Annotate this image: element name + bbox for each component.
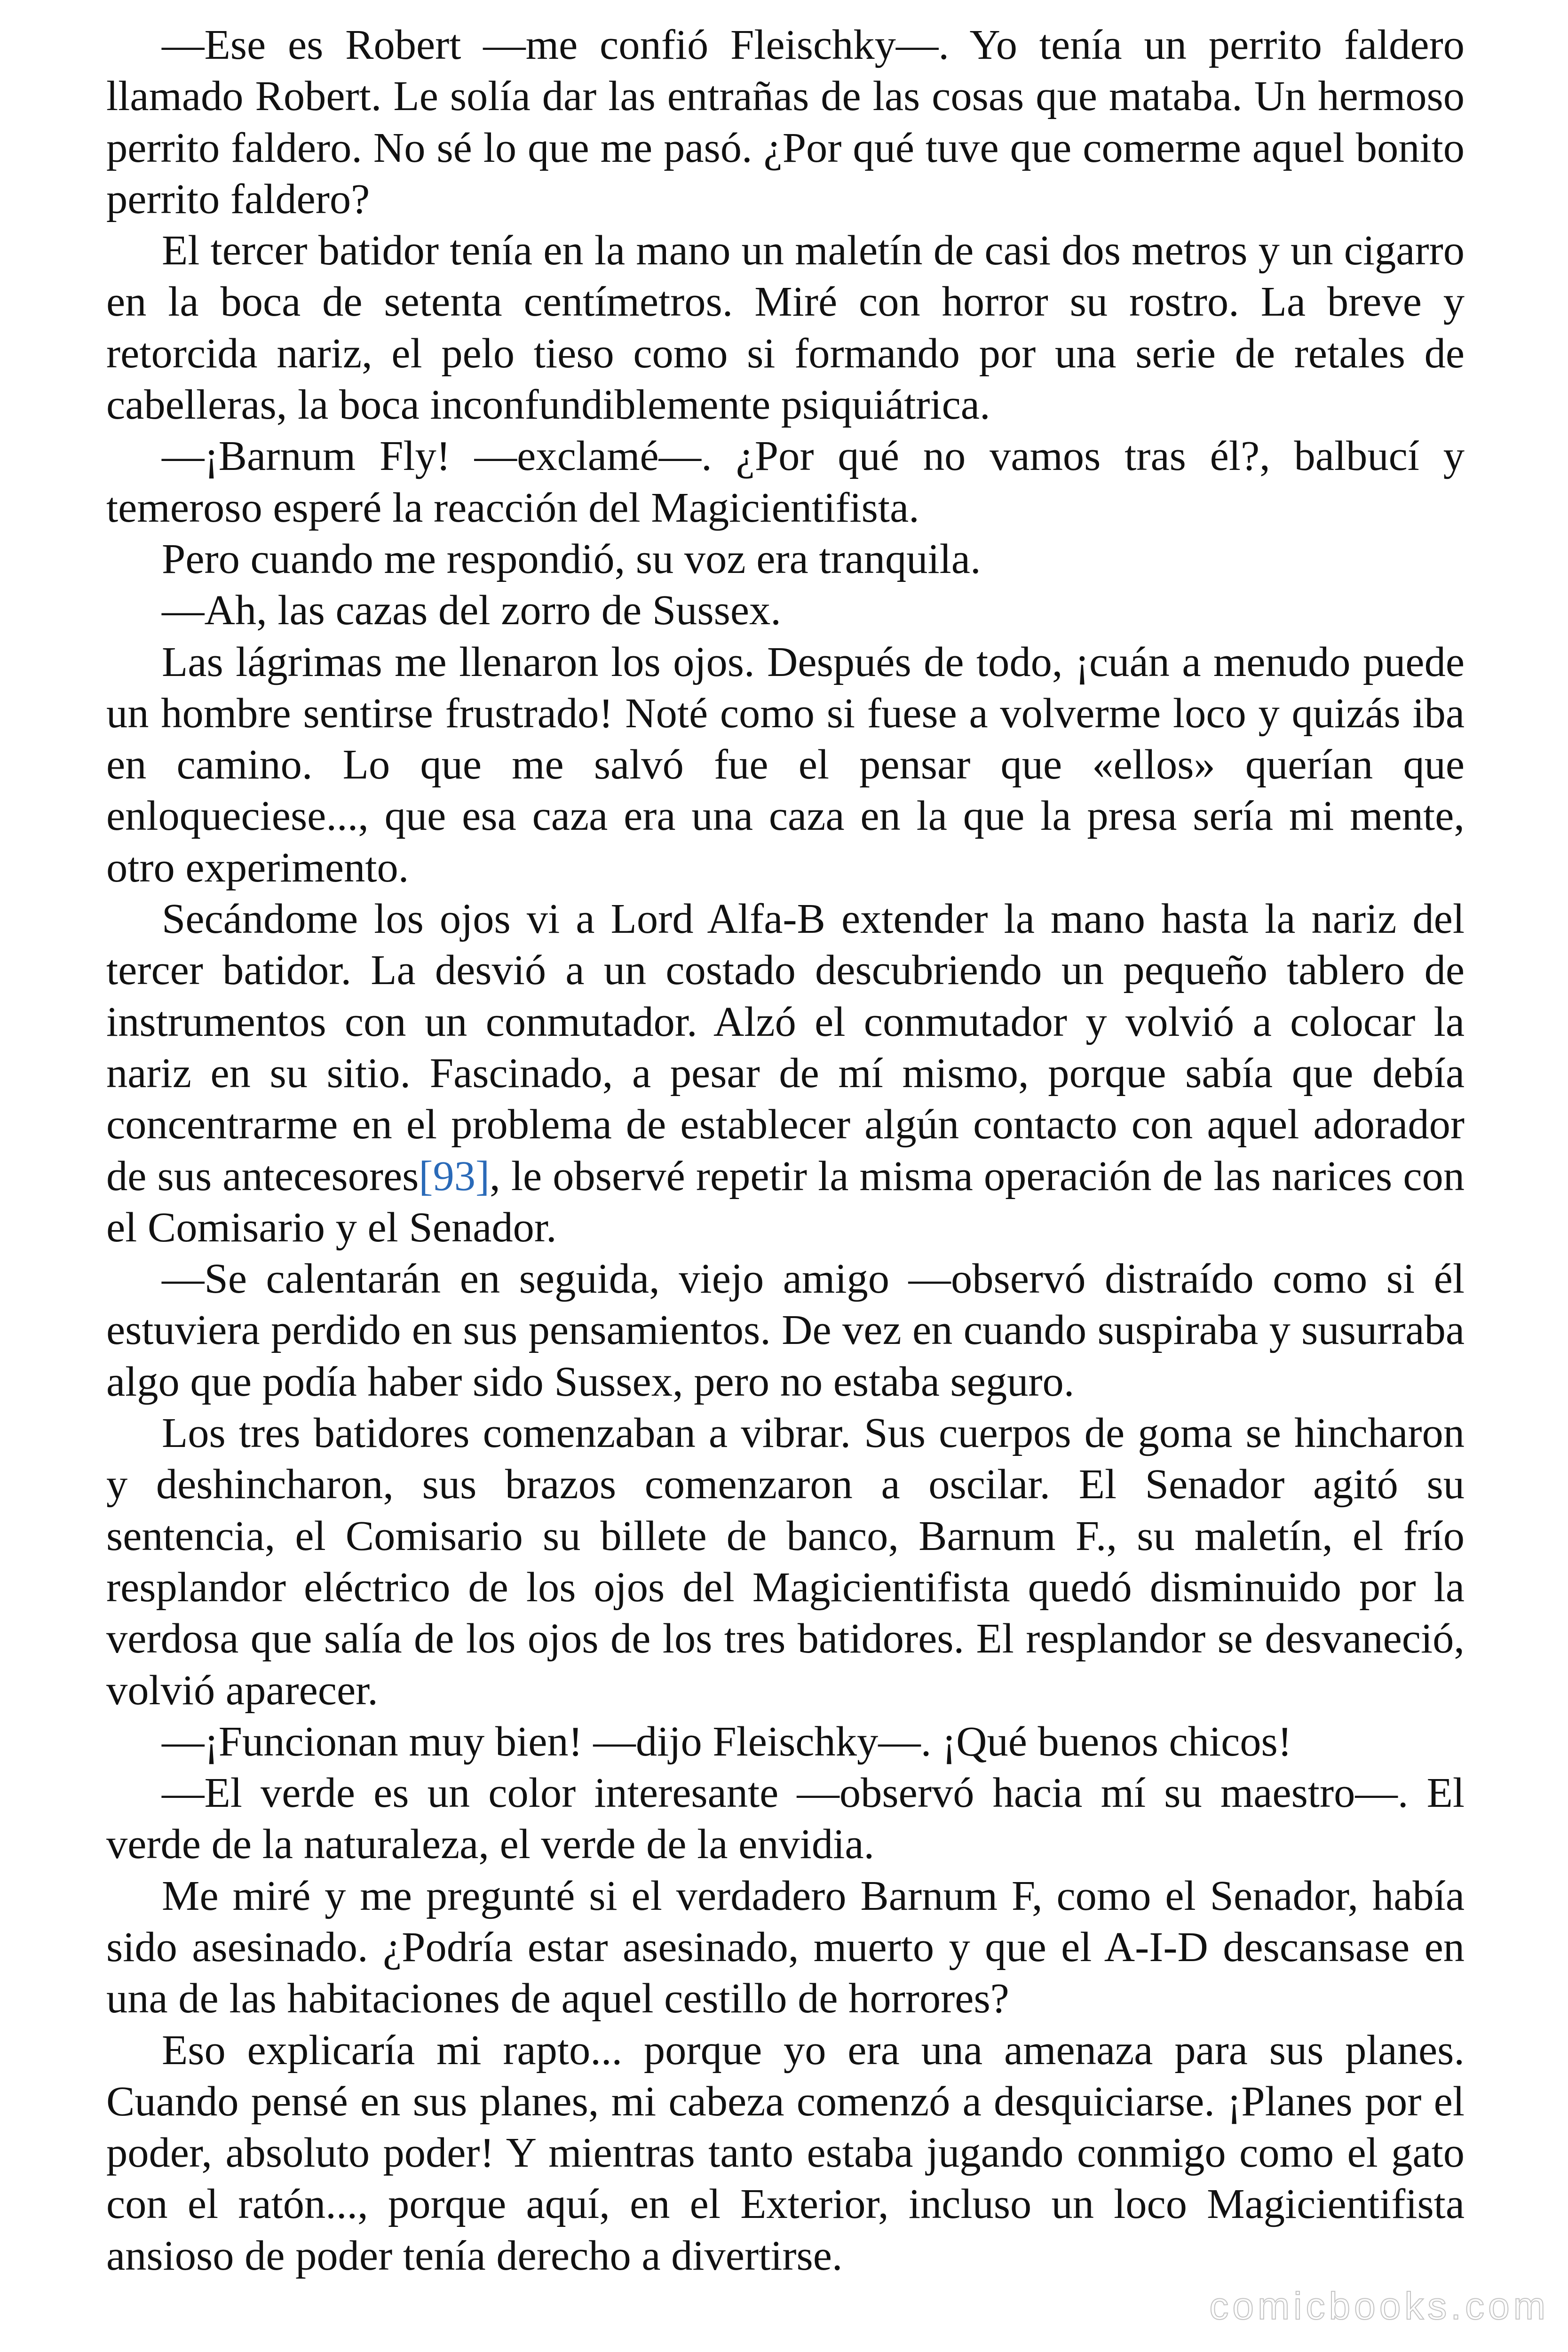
paragraph-with-footnote [106,893,1465,1253]
paragraph: Los tres batidores comenzaban a vibrar. Sus cuerpos de goma se hincharon y deshincharon, sus brazos comenzaron a oscilar. El Senador agitó su sentencia, el Comisario su billete de banco, Barnum F., su maletín, el frío resplandor eléctrico de los ojos del Magicientifista quedó disminuido por la verdosa que salía de los ojos de los tres batidores. El resplandor se desvaneció, volvió aparecer. [106,1409,1465,1714]
paragraph: —El verde es un color interesante —observó hacia mí su maestro—. El verde de la naturaleza, el verde de la envidia. [106,1769,1465,1868]
paragraph: —¡Barnum Fly! —exclamé—. ¿Por qué no vamos tras él?, balbucí y temeroso esperé la reacción del Magicientifista. [106,432,1465,531]
paragraph: —¡Funcionan muy bien! —dijo Fleischky—. ¡Qué buenos chicos! [162,1717,1292,1765]
paragraph: Las lágrimas me llenaron los ojos. Después de todo, ¡cuán a menudo puede un hombre sentirse frustrado! Noté como si fuese a volverme loco y quizás iba en camino. Lo que me salvó fue el pensar que «ellos» querían que enloqueciese..., que esa caza era una caza en la que la presa sería mi mente, otro experimento. [106,637,1465,891]
footnote-link[interactable]: [93] [419,1152,490,1200]
paragraph-text: Secándome los ojos vi a Lord Alfa-B extender la mano hasta la nariz del tercer batidor. La desvió a un costado descubriendo un pequeño tablero de instrumentos con un conmutador. Alzó el conmutador y volvió a colocar la nariz en su sitio. Fascinado, a pesar de mí mismo, porque sabía que debía concentrarme en el problema de establecer algún contacto con aquel adorador de sus antecesores [106,895,1465,1200]
paragraph: Me miré y me pregunté si el verdadero Barnum F, como el Senador, había sido asesinado. ¿Podría estar asesinado, muerto y que el A-I-D descansase en una de las habitaciones de aquel cestillo de horrores? [106,1871,1465,2022]
paragraph: Eso explicaría mi rapto... porque yo era una amenaza para sus planes. Cuando pensé en sus planes, mi cabeza comenzó a desquiciarse. ¡Planes por el poder, absoluto poder! Y mientras tanto estaba jugando conmigo como el gato con el ratón..., porque aquí, en el Exterior, incluso un loco Magicientifista ansioso de poder tenía derecho a divertirse. [106,2026,1465,2279]
paragraph: Pero cuando me respondió, su voz era tranquila. [162,534,981,582]
book-page [106,19,1465,2281]
watermark: comicbooks.com [1209,2285,1549,2328]
paragraph: El tercer batidor tenía en la mano un maletín de casi dos metros y un cigarro en la boca de setenta centímetros. Miré con horror su rostro. La breve y retorcida nariz, el pelo tieso como si formando por una serie de retales de cabelleras, la boca inconfundiblemente psiquiátrica. [106,226,1465,429]
paragraph: —Ah, las cazas del zorro de Sussex. [162,586,781,634]
paragraph-text: , le observé repetir la misma operación de las narices con el Comisario y el Senador. [106,1152,1465,1251]
paragraph: —Se calentarán en seguida, viejo amigo —observó distraído como si él estuviera perdido en sus pensamientos. De vez en cuando suspiraba y susurraba algo que podía haber sido Sussex, pero no estaba seguro. [106,1255,1465,1405]
paragraph: —Ese es Robert —me confió Fleischky—. Yo tenía un perrito faldero llamado Robert. Le solía dar las entrañas de las cosas que mataba. Un hermoso perrito faldero. No sé lo que me pasó. ¿Por qué tuve que comerme aquel bonito perrito faldero? [106,21,1465,222]
